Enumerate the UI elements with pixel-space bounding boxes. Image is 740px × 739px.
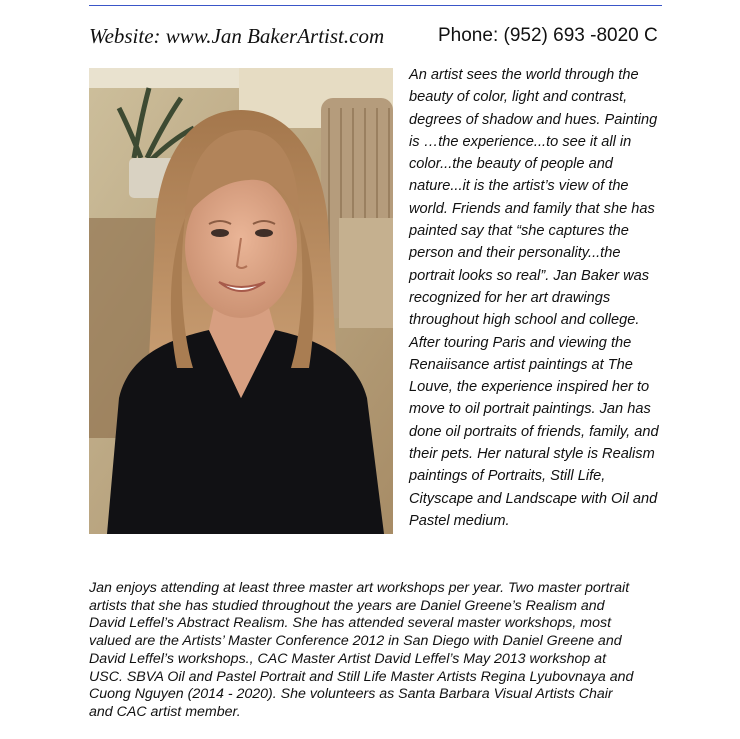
workshops-line: artists that she has studied throughout the years are Daniel Greene’s Realism and xyxy=(89,597,605,614)
workshops-paragraph xyxy=(89,580,669,722)
bio-line: Renaiisance artist paintings at The xyxy=(409,356,633,373)
bio-line: Pastel medium. xyxy=(409,512,510,529)
workshops-line: Cuong Nguyen (2014 - 2020). She volunteers as Santa Barbara Visual Artists Chair xyxy=(89,686,613,703)
phone-text: Phone: (952) 693 -8020 C xyxy=(438,25,658,46)
bio-line: paintings of Portraits, Still Life, xyxy=(409,468,606,485)
bio-line: their pets. Her natural style is Realism xyxy=(409,446,655,463)
bio-line: throughout high school and college. xyxy=(409,312,640,329)
workshops-line: USC. SBVA Oil and Pastel Portrait and Still Life Master Artists Regina Lyubovnaya and xyxy=(89,668,634,685)
bio-line: move to oil portrait paintings. Jan has xyxy=(409,401,651,418)
bio-line: Cityscape and Landscape with Oil and xyxy=(409,490,658,507)
bio-line: portrait looks so real”. Jan Baker was xyxy=(409,267,650,284)
bio-line: world. Friends and family that she has xyxy=(409,200,655,217)
artist-portrait-photo xyxy=(89,68,393,534)
bio-line: done oil portraits of friends, family, and xyxy=(409,423,659,440)
bio-line: beauty of color, light and contrast, xyxy=(409,89,628,106)
workshops-line: Jan enjoys attending at least three master art workshops per year. Two master portrait xyxy=(89,580,630,596)
workshops-line: David Leffel’s workshops., CAC Master Artist David Leffel’s May 2013 workshop at xyxy=(89,650,607,667)
bio-line: Louve, the experience inspired her to xyxy=(409,379,650,396)
bio-line: painted say that “she captures the xyxy=(409,223,629,240)
artist-bio xyxy=(409,64,669,532)
header-divider xyxy=(89,5,662,6)
bio-line: is …the experience...to see it all in xyxy=(409,133,632,150)
bio-line: After touring Paris and viewing the xyxy=(409,334,632,351)
bio-line: recognized for her art drawings xyxy=(409,289,611,306)
bio-line: degrees of shadow and hues. Painting xyxy=(409,111,658,128)
workshops-line: and CAC artist member. xyxy=(89,703,241,720)
bio-line: color...the beauty of people and xyxy=(409,156,613,173)
workshops-line: David Leffel’s Abstract Realism. She has attended several master workshops, most xyxy=(89,615,612,632)
bio-line: An artist sees the world through the xyxy=(409,67,639,83)
bio-line: person and their personality...the xyxy=(409,245,621,262)
bio-line: nature...it is the artist’s view of the xyxy=(409,178,629,195)
website-text: Website: www.Jan BakerArtist.com xyxy=(89,24,385,48)
workshops-line: valued are the Artists’ Master Conference 2012 in San Diego with Daniel Greene and xyxy=(89,633,622,650)
